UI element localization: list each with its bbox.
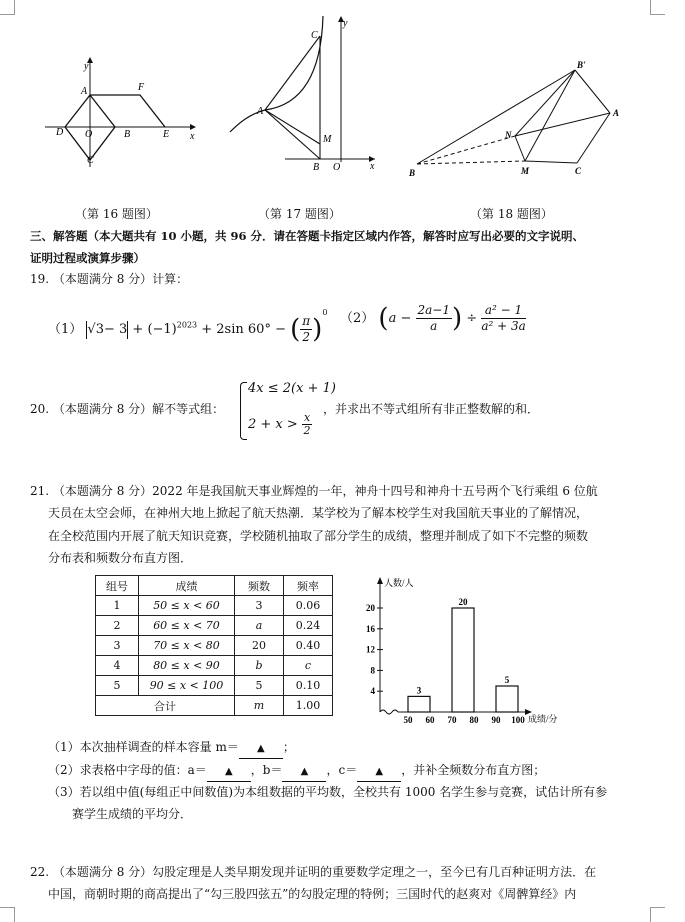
q19-p2-num1: 2a−1 (417, 303, 450, 317)
q21-sub2-b: ，b＝ (250, 763, 283, 777)
table-cell: 80 ≤ x < 90 (139, 656, 235, 676)
q19-p2-paren-open: ( (378, 303, 389, 334)
fig17-label-O: O (333, 162, 341, 173)
fig17-label-y: y (343, 18, 348, 29)
crop-mark-top-left (0, 0, 15, 15)
table-cell: 0.06 (284, 596, 333, 616)
table-cell: 3 (96, 636, 139, 656)
table-row (96, 636, 333, 656)
q19-part2-label: （2） (340, 311, 375, 326)
fig18-label-B: B (409, 168, 416, 178)
fig16-label-x: x (190, 131, 195, 142)
q22-line2: 中国，商朝时期的商高提出了“勾三股四弦五”的勾股定理的特例；三国时代的赵爽对《周髀算经》内 (48, 887, 577, 901)
q22-line1: 22. （本题满分 8 分）勾股定理是人类早期发现并证明的重要数学定理之一，至今已有几百种证明方法．在 (30, 865, 597, 879)
table-cell: 60 ≤ x < 70 (139, 616, 235, 636)
table-cell: m (235, 696, 284, 716)
q19-p2-frac2 (481, 303, 525, 334)
table-cell: 1 (96, 596, 139, 616)
fig18-label-M: M (521, 166, 530, 176)
q19-abs-bar-right (127, 321, 128, 339)
x-tick-label: 90 (491, 715, 501, 725)
q21-line1: 21. （本题满分 8 分）2022 年是我国航天事业辉煌的一年，神舟十四号和神舟十五号两个飞行乘组 6 位航 (30, 484, 598, 498)
table-header-row (96, 576, 333, 596)
x-tick-label: 100 (511, 715, 525, 725)
table-cell: c (284, 656, 333, 676)
figure-17-caption: （第 17 题图） (258, 207, 341, 221)
fig17-label-M: M (323, 134, 332, 145)
fig17-label-B: B (313, 162, 320, 173)
q19-pi-over-2 (300, 314, 312, 345)
fig16-label-O: O (85, 129, 93, 140)
answer-blank-b[interactable] (282, 761, 326, 782)
x-tick-label: 50 (403, 715, 413, 725)
figure-16 (40, 55, 200, 175)
q21-sub3-line1: （3）若以组中值(每组正中间数值)为本组数据的平均数，全校共有 1000 名学生参与竞赛，试估计所有参 (48, 785, 608, 799)
crop-mark-top-right (650, 0, 665, 15)
q21-sub2 (48, 761, 545, 782)
q20-brace (240, 382, 247, 440)
histogram-y-arrow (377, 577, 383, 584)
histogram-bar (452, 608, 474, 712)
q19-p2-num2: a² − 1 (481, 303, 525, 319)
q21-line3: 在全校范围内开展了航天知识竞赛，学校随机抽取了部分学生的成绩，整理并制成了如下不完整的频数 (48, 529, 589, 543)
q21-sub1-text: （1）本次抽样调查的样本容量 m＝ (48, 740, 239, 754)
fig16-label-y: y (84, 61, 89, 72)
bar-data-label: 5 (504, 675, 510, 685)
fig18-label-A: A (613, 108, 620, 118)
figure-18-caption: （第 18 题图） (470, 207, 553, 221)
q19-p2-paren-close: ) (451, 303, 463, 334)
q19-part1-label: （1） (48, 322, 83, 337)
table-cell: 4 (96, 656, 139, 676)
table-cell: 5 (96, 676, 139, 696)
x-tick-label: 70 (447, 715, 457, 725)
q19-sin-term: + 2sin 60° − (201, 322, 291, 337)
fig18-label-B-prime: B' (577, 60, 586, 70)
fig16-label-E: E (163, 129, 170, 140)
figure-18 (405, 58, 630, 183)
table-cell: 1.00 (284, 696, 333, 716)
q19-exp-zero: 0 (322, 308, 328, 317)
blank-triangle-icon: ▲ (256, 743, 265, 754)
fig18-label-N: N (505, 130, 512, 140)
q20-tail: ，并求出不等式组所有非正整数解的和． (323, 402, 540, 416)
q19-sqrt3: √3 (87, 322, 104, 337)
figure-16-caption: （第 16 题图） (75, 207, 158, 221)
table-header: 成绩 (139, 576, 235, 596)
table-cell: 50 ≤ x < 60 (139, 596, 235, 616)
histogram-bar (496, 686, 518, 712)
q20-ineq2-frac (302, 412, 312, 437)
fig16-label-A: A (81, 86, 88, 97)
table-cell: 0.40 (284, 636, 333, 656)
x-tick-label: 60 (425, 715, 435, 725)
q19-minus3: − 3 (103, 322, 128, 337)
frequency-histogram (360, 572, 580, 730)
histogram-bar (408, 696, 430, 712)
q21-sub2-c: ，c＝ (326, 763, 358, 777)
answer-blank-c[interactable] (357, 761, 401, 782)
q21-sub1 (48, 738, 295, 759)
q21-sub3-line2: 赛学生成绩的平均分． (72, 807, 193, 821)
table-cell: 2 (96, 616, 139, 636)
table-cell: 0.10 (284, 676, 333, 696)
table-row (96, 656, 333, 676)
table-cell: 0.24 (284, 616, 333, 636)
q19-paren-open: ( (290, 314, 301, 345)
table-cell: 90 ≤ x < 100 (139, 676, 235, 696)
y-tick-label: 16 (366, 623, 375, 634)
q19-exp-2023: 2023 (176, 320, 198, 330)
table-header: 频数 (235, 576, 284, 596)
q19-p2-a-minus: a − (388, 311, 412, 326)
q20-frac-num: x (303, 411, 311, 424)
answer-blank-m[interactable] (239, 738, 283, 759)
q19-part1 (48, 303, 327, 345)
crop-mark-bottom-right (650, 907, 665, 922)
q21-line2: 天员在太空会师，在神州大地上掀起了航天热潮．某学校为了解本校学生对我国航天事业的了解情况， (48, 506, 589, 520)
q19-p2-frac1 (416, 303, 452, 334)
blank-triangle-icon: ▲ (375, 766, 384, 777)
fig17-label-A: A (257, 106, 264, 117)
x-tick-label: 80 (469, 715, 479, 725)
q19-p2-den1: a (430, 319, 438, 333)
table-header: 组号 (96, 576, 139, 596)
fig16-label-D: D (56, 127, 64, 138)
fig17-label-x: x (370, 161, 375, 172)
table-row (96, 616, 333, 636)
q19-two: 2 (302, 330, 311, 344)
histogram-x-label: 成绩/分 (528, 714, 558, 724)
q19-paren-close: ) (312, 314, 323, 345)
q21-sub2-a: （2）求表格中字母的值：a＝ (48, 763, 207, 777)
q19-p2-div: ÷ (466, 311, 478, 326)
q20-header: 20. （本题满分 8 分）解不等式组： (30, 402, 225, 416)
crop-mark-bottom-left (0, 907, 15, 922)
table-cell: 20 (235, 636, 284, 656)
fig17-label-C: C (311, 30, 318, 41)
table-row (96, 596, 333, 616)
q19-part2 (340, 303, 526, 334)
q19-p2-den2: a² + 3a (481, 319, 526, 333)
fig16-label-C: C (87, 155, 94, 166)
table-header: 频率 (284, 576, 333, 596)
table-total-row (96, 696, 333, 716)
y-tick-label: 20 (366, 603, 375, 613)
table-cell: 70 ≤ x < 80 (139, 636, 235, 656)
blank-triangle-icon: ▲ (224, 766, 233, 777)
table-cell: 合计 (96, 696, 235, 716)
y-tick-label: 8 (370, 665, 375, 676)
q20-ineq2 (248, 412, 312, 438)
q20-ineq2-left: 2 + x > (248, 417, 298, 432)
fig16-label-F: F (138, 82, 145, 93)
fig16-label-B: B (124, 129, 131, 140)
q21-sub2-tail: ，并补全频数分布直方图； (401, 763, 546, 777)
frequency-table (95, 575, 333, 716)
q19-pi: π (302, 314, 311, 328)
q21-line4: 分布表和频数分布直方图． (48, 551, 193, 565)
table-cell: a (235, 616, 284, 636)
y-tick-label: 4 (370, 686, 375, 697)
fig18-label-C: C (575, 166, 582, 176)
q19-neg-one: + (−1) (132, 322, 177, 337)
histogram-axis-break (380, 710, 398, 714)
q20-frac-den: 2 (303, 424, 311, 437)
table-row (96, 676, 333, 696)
q19-header: 19. （本题满分 8 分）计算： (30, 272, 189, 286)
answer-blank-a[interactable] (207, 761, 251, 782)
bar-data-label: 20 (458, 597, 468, 607)
table-cell: b (235, 656, 284, 676)
histogram-y-label: 人数/人 (384, 578, 414, 588)
figure-17 (225, 14, 385, 174)
table-cell: 3 (235, 596, 284, 616)
bar-data-label: 3 (416, 685, 422, 696)
blank-triangle-icon: ▲ (300, 766, 309, 777)
section-3-title-line2: 证明过程或演算步骤） (30, 251, 145, 265)
q21-sub1-end: ； (282, 740, 295, 754)
q20-ineq1: 4x ≤ 2(x + 1) (248, 381, 336, 396)
section-3-title: 三、解答题（本大题共有 10 小题，共 96 分．请在答题卡指定区域内作答，解答时应写出必要的文字说明、 (30, 229, 585, 243)
table-cell: 5 (235, 676, 284, 696)
y-tick-label: 12 (366, 644, 375, 655)
